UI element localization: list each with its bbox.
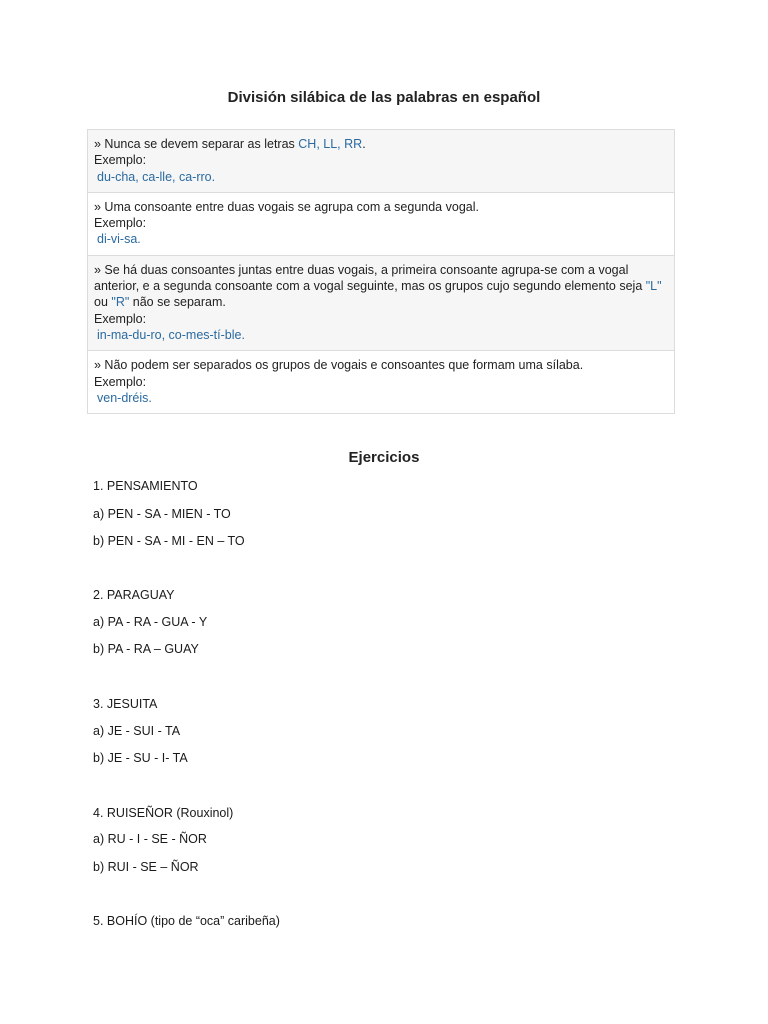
rule-2-example-label: Exemplo: bbox=[94, 216, 147, 231]
rule-3 bbox=[88, 256, 674, 351]
exercise-4-question: 4. RUISEÑOR (Rouxinol) bbox=[93, 806, 234, 820]
rule-4-example-label: Exemplo: bbox=[94, 374, 147, 389]
rule-2-example-words: di-vi-sa. bbox=[97, 232, 141, 247]
exercise-4-option-a: a) RU - I - SE - ÑOR bbox=[93, 832, 207, 846]
rule-3-example-words: in-ma-du-ro, co-mes-tí-ble. bbox=[97, 327, 245, 342]
exercise-4-option-b: b) RUI - SE – ÑOR bbox=[93, 860, 199, 874]
rule-3-text-middle: ou bbox=[94, 295, 112, 310]
exercise-1-option-b: b) PEN - SA - MI - EN – TO bbox=[93, 534, 245, 548]
exercise-2-option-a: a) PA - RA - GUA - Y bbox=[93, 615, 208, 629]
rule-1-example-label: Exemplo: bbox=[94, 153, 147, 168]
exercise-1-question: 1. PENSAMIENTO bbox=[93, 479, 198, 493]
rule-3-text-end: não se separam. bbox=[129, 295, 226, 310]
rule-3-text: » Se há duas consoantes juntas entre duas vogais, a primeira consoante agrupa-se com a vogal anterior, e a segunda consoante com a vogal seguinte, mas os grupos cujo segundo elemento seja bbox=[94, 262, 646, 294]
rule-1-highlight: CH, LL, RR bbox=[298, 137, 363, 151]
exercise-2-question: 2. PARAGUAY bbox=[93, 588, 175, 602]
rule-4 bbox=[88, 351, 674, 413]
exercise-2-option-b: b) PA - RA – GUAY bbox=[93, 642, 199, 656]
rules-table bbox=[87, 129, 675, 414]
rule-1-example-words: du-cha, ca-lle, ca-rro. bbox=[97, 169, 216, 184]
page-title: División silábica de las palabras en español bbox=[227, 89, 541, 106]
exercise-3-option-a: a) JE - SUI - TA bbox=[93, 724, 181, 738]
rule-4-text: » Não podem ser separados os grupos de vogais e consoantes que formam uma sílaba. bbox=[94, 358, 584, 373]
exercises-title: Ejercicios bbox=[348, 449, 420, 466]
rule-3-highlight-l: "L" bbox=[645, 279, 662, 294]
rule-2-text: » Uma consoante entre duas vogais se agrupa com a segunda vogal. bbox=[94, 199, 479, 214]
rule-4-example-words: ven-dréis. bbox=[97, 390, 152, 405]
rule-1 bbox=[88, 130, 674, 193]
exercise-3-question: 3. JESUITA bbox=[93, 697, 158, 711]
rule-1-text-end: . bbox=[362, 137, 366, 151]
rule-3-example-label: Exemplo: bbox=[94, 311, 147, 326]
exercise-5-question: 5. BOHÍO (tipo de “oca” caribeña) bbox=[93, 914, 280, 928]
exercise-1-option-a: a) PEN - SA - MIEN - TO bbox=[93, 507, 231, 521]
exercise-3-option-b: b) JE - SU - I- TA bbox=[93, 751, 188, 765]
rule-2 bbox=[88, 193, 674, 256]
rule-3-highlight-r: "R" bbox=[111, 295, 130, 310]
rule-1-text: » Nunca se devem separar as letras bbox=[94, 137, 299, 151]
